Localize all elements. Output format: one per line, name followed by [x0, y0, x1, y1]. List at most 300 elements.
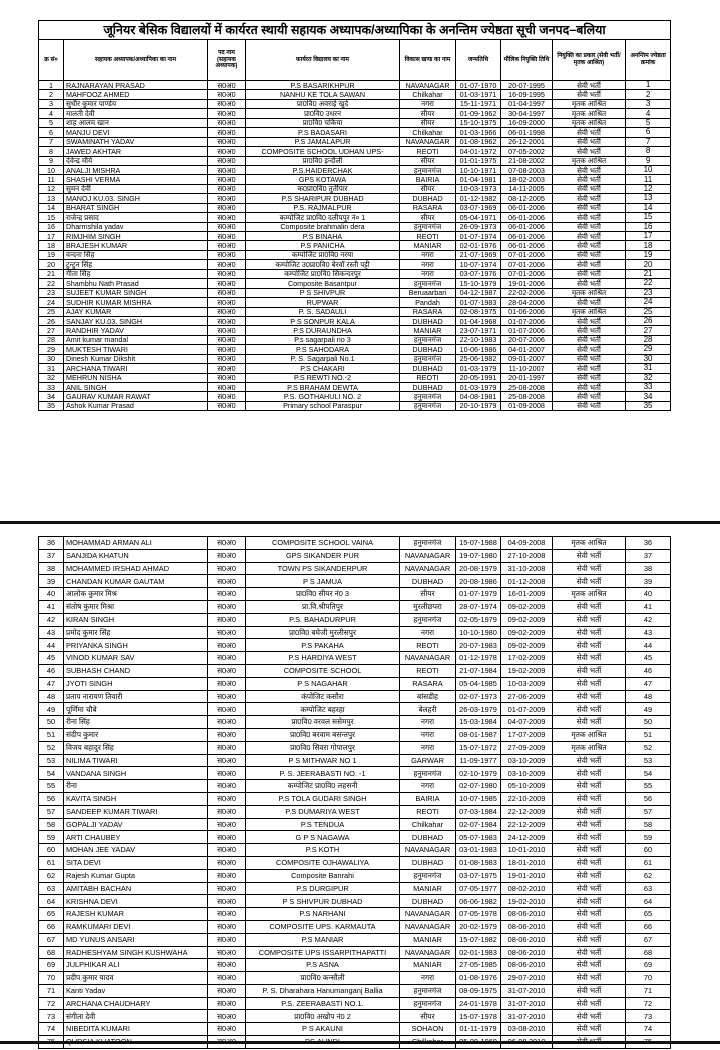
cell-doa: 19-01-2006 — [501, 279, 553, 288]
cell-rank: 61 — [626, 856, 671, 869]
cell-sn: 25 — [39, 307, 64, 316]
table-row — [39, 780, 671, 793]
cell-rank: 63 — [626, 882, 671, 895]
cell-dob: 06-06-1982 — [456, 895, 501, 908]
cell-block: RASARA — [400, 307, 456, 316]
cell-post: स0अ0 — [208, 728, 246, 741]
cell-doa: 18-02-2003 — [501, 175, 553, 184]
cell-dob: 02-08-1975 — [456, 307, 501, 316]
table-row — [39, 1010, 671, 1023]
cell-appointment-type: सेवी भर्ती — [553, 222, 626, 231]
cell-sn: 43 — [39, 626, 64, 639]
cell-sn: 37 — [39, 549, 64, 562]
cell-name: प्रताप नारायण तिवारी — [64, 690, 208, 703]
cell-doa: 04-07-2009 — [501, 716, 553, 729]
table-row — [39, 869, 671, 882]
cell-appointment-type: सेवी भर्ती — [553, 269, 626, 278]
header-block: विकास खण्ड का नाम — [400, 40, 456, 81]
cell-sn: 39 — [39, 575, 64, 588]
cell-post: स0अ0 — [208, 203, 246, 212]
cell-doa: 16-09-2000 — [501, 118, 553, 127]
table-row — [39, 345, 671, 354]
cell-dob: 19-07-1980 — [456, 549, 501, 562]
cell-rank: 58 — [626, 818, 671, 831]
cell-name: टुन्टुन सिंह — [64, 260, 208, 269]
cell-block: हनुमानगंज — [400, 984, 456, 997]
cell-school: कम्पोजिट प्रा0वि0 नरया — [246, 250, 400, 259]
cell-rank: 27 — [626, 326, 671, 335]
cell-rank: 53 — [626, 754, 671, 767]
cell-name: SANJIDA KHATUN — [64, 549, 208, 562]
cell-rank: 55 — [626, 780, 671, 793]
table-row — [39, 716, 671, 729]
cell-post: स0अ0 — [208, 690, 246, 703]
cell-rank: 5 — [626, 118, 671, 127]
cell-post: स0अ0 — [208, 156, 246, 165]
table-row — [39, 703, 671, 716]
cell-appointment-type: सेवी भर्ती — [553, 959, 626, 972]
cell-dob: 20-10-1979 — [456, 401, 501, 410]
cell-post: स0अ0 — [208, 269, 246, 278]
cell-doa: 20-07-1995 — [501, 81, 553, 90]
cell-school: P S SONPUR KALA — [246, 316, 400, 325]
cell-dob: 15-07-1982 — [456, 933, 501, 946]
cell-dob: 08-09-1975 — [456, 984, 501, 997]
cell-appointment-type: सेवी भर्ती — [553, 792, 626, 805]
cell-block: REOTI — [400, 373, 456, 382]
table-row — [39, 118, 671, 127]
cell-doa: 19-02-2010 — [501, 895, 553, 908]
cell-appointment-type: सेवी भर्ती — [553, 895, 626, 908]
cell-doa: 11-10-2007 — [501, 364, 553, 373]
cell-block: REOTI — [400, 232, 456, 241]
cell-post: स0अ0 — [208, 364, 246, 373]
cell-name: ANIL SINGH — [64, 383, 208, 392]
cell-school: P.S BASARIKHPUR — [246, 81, 400, 90]
table-row — [39, 288, 671, 297]
cell-rank: 29 — [626, 345, 671, 354]
cell-name: MANJU DEVI — [64, 128, 208, 137]
cell-name: SITA DEVI — [64, 856, 208, 869]
cell-school: P. S. JEERABASTI NO. -1 — [246, 767, 400, 780]
cell-rank: 56 — [626, 792, 671, 805]
cell-dob: 01-11-1979 — [456, 1023, 501, 1036]
cell-block: DUBHAD — [400, 383, 456, 392]
seniority-list-page-1 — [38, 20, 670, 411]
cell-doa: 31-10-2008 — [501, 562, 553, 575]
cell-sn: 30 — [39, 354, 64, 363]
cell-block: NAVANAGAR — [400, 549, 456, 562]
cell-appointment-type: सेवी भर्ती — [553, 316, 626, 325]
cell-school: Primary school Paraspur — [246, 401, 400, 410]
cell-name: KAVITA SINGH — [64, 792, 208, 805]
cell-doa: 25-08-2008 — [501, 383, 553, 392]
cell-dob: 23-07-1971 — [456, 326, 501, 335]
table-row — [39, 401, 671, 410]
cell-name: GAURAV KUMAR RAWAT — [64, 392, 208, 401]
cell-dob: 10-03-1973 — [456, 184, 501, 193]
cell-school: P S NAGAHAR — [246, 677, 400, 690]
cell-block: हनुमानगंज — [400, 401, 456, 410]
table-row — [39, 792, 671, 805]
cell-school: प्रा0वि0 चकिया — [246, 118, 400, 127]
cell-dob: 11-09-1977 — [456, 754, 501, 767]
table-row — [39, 882, 671, 895]
cell-post: स0अ0 — [208, 754, 246, 767]
cell-name: Dharmshila yadav — [64, 222, 208, 231]
cell-school: प्रा0वि0 वरवल ससेमपुर — [246, 716, 400, 729]
cell-sn: 60 — [39, 844, 64, 857]
cell-sn: 72 — [39, 997, 64, 1010]
cell-name: SUDHIR KUMAR MISHRA — [64, 298, 208, 307]
cell-appointment-type: सेवी भर्ती — [553, 677, 626, 690]
cell-school: P.S TOLA GUDARI SINGH — [246, 792, 400, 805]
cell-dob: 10-10-1980 — [456, 626, 501, 639]
cell-appointment-type: सेवी भर्ती — [553, 639, 626, 652]
cell-school: कम्पोजिट प्रा0वि0 सिकन्दरपुर — [246, 269, 400, 278]
cell-school: P.S DURAUNDHA — [246, 326, 400, 335]
cell-doa: 06-01-2006 — [501, 213, 553, 222]
cell-school: P.S. RAJMALPUR — [246, 203, 400, 212]
cell-appointment-type: सेवी भर्ती — [553, 326, 626, 335]
table-row — [39, 392, 671, 401]
cell-post: स0अ0 — [208, 920, 246, 933]
cell-name: JULPHIKAR ALI — [64, 959, 208, 972]
cell-sn: 54 — [39, 767, 64, 780]
table-row — [39, 335, 671, 344]
cell-doa: 08-06-2010 — [501, 908, 553, 921]
cell-school: P S JAMUA — [246, 575, 400, 588]
cell-dob: 01-12-1982 — [456, 194, 501, 203]
cell-sn: 24 — [39, 298, 64, 307]
cell-name: NILIMA TIWARI — [64, 754, 208, 767]
cell-post: स0अ0 — [208, 972, 246, 985]
cell-doa: 25-08-2008 — [501, 392, 553, 401]
cell-appointment-type: सेवी भर्ती — [553, 997, 626, 1010]
cell-school: COMPOSITE OJHAWALIYA — [246, 856, 400, 869]
cell-school: कंपोजिट कसौरा — [246, 690, 400, 703]
cell-school: P. S. Sagarpali No.1 — [246, 354, 400, 363]
cell-block: DUBHAD — [400, 856, 456, 869]
cell-appointment-type: मृतक आश्रित — [553, 99, 626, 108]
cell-doa: 06-01-2006 — [501, 241, 553, 250]
cell-appointment-type: सेवी भर्ती — [553, 562, 626, 575]
cell-block: Pandah — [400, 298, 456, 307]
cell-dob: 21-07-1984 — [456, 664, 501, 677]
cell-dob: 03-07-1976 — [456, 269, 501, 278]
cell-rank: 11 — [626, 175, 671, 184]
cell-rank: 4 — [626, 109, 671, 118]
cell-rank: 24 — [626, 298, 671, 307]
cell-appointment-type: सेवी भर्ती — [553, 805, 626, 818]
cell-doa: 04-09-2008 — [501, 537, 553, 550]
cell-rank: 69 — [626, 959, 671, 972]
cell-rank: 46 — [626, 664, 671, 677]
table-row — [39, 741, 671, 754]
cell-dob: 26-03-1979 — [456, 703, 501, 716]
cell-dob: 10-07-1974 — [456, 260, 501, 269]
cell-post: स0अ0 — [208, 626, 246, 639]
cell-block: हनुमानगंज — [400, 869, 456, 882]
cell-sn: 38 — [39, 562, 64, 575]
cell-appointment-type: सेवी भर्ती — [553, 165, 626, 174]
cell-dob: 03-07-1975 — [456, 869, 501, 882]
cell-dob: 02-01-1983 — [456, 946, 501, 959]
cell-block: REOTI — [400, 639, 456, 652]
cell-appointment-type: सेवी भर्ती — [553, 984, 626, 997]
cell-block: नगरा — [400, 626, 456, 639]
cell-rank: 49 — [626, 703, 671, 716]
cell-rank: 31 — [626, 364, 671, 373]
cell-school: P.S. BAHADURPUR — [246, 613, 400, 626]
cell-school: P S MITHWAR NO 1 — [246, 754, 400, 767]
cell-school: P.S BADASARI — [246, 128, 400, 137]
cell-school: प्रा0वि0 अवराई खुर्द — [246, 99, 400, 108]
cell-block: DUBHAD — [400, 194, 456, 203]
cell-dob: 15-10-1975 — [456, 118, 501, 127]
cell-name: ARCHANA TIWARI — [64, 364, 208, 373]
cell-appointment-type: मृतक आश्रित — [553, 109, 626, 118]
cell-post: स0अ0 — [208, 279, 246, 288]
cell-rank: 21 — [626, 269, 671, 278]
cell-block: नगरा — [400, 250, 456, 259]
cell-post: स0अ0 — [208, 1010, 246, 1023]
cell-rank: 54 — [626, 767, 671, 780]
cell-block: Beruaarbari — [400, 288, 456, 297]
cell-sn: 31 — [39, 364, 64, 373]
cell-sn: 6 — [39, 128, 64, 137]
cell-name: MEHRUN NISHA — [64, 373, 208, 382]
cell-appointment-type: सेवी भर्ती — [553, 298, 626, 307]
cell-appointment-type: सेवी भर्ती — [553, 844, 626, 857]
cell-appointment-type: सेवी भर्ती — [553, 716, 626, 729]
table-row — [39, 250, 671, 259]
cell-sn: 16 — [39, 222, 64, 231]
cell-school: Composite Basantpur — [246, 279, 400, 288]
cell-sn: 58 — [39, 818, 64, 831]
cell-rank: 1 — [626, 81, 671, 90]
table-row — [39, 600, 671, 613]
cell-sn: 56 — [39, 792, 64, 805]
cell-doa: 16-01-2009 — [501, 588, 553, 601]
cell-post: स0अ0 — [208, 908, 246, 921]
cell-doa: 17-02-2009 — [501, 652, 553, 665]
cell-appointment-type: सेवी भर्ती — [553, 908, 626, 921]
cell-appointment-type: सेवी भर्ती — [553, 754, 626, 767]
cell-rank: 35 — [626, 401, 671, 410]
cell-rank: 42 — [626, 613, 671, 626]
cell-sn: 53 — [39, 754, 64, 767]
cell-name: KRISHNA DEVI — [64, 895, 208, 908]
cell-name: RADHESHYAM SINGH KUSHWAHA — [64, 946, 208, 959]
cell-name: SUBHASH CHAND — [64, 664, 208, 677]
table-row — [39, 664, 671, 677]
cell-dob: 01-04-1981 — [456, 175, 501, 184]
cell-rank: 16 — [626, 222, 671, 231]
cell-sn: 12 — [39, 184, 64, 193]
cell-post: स0अ0 — [208, 664, 246, 677]
cell-doa: 14-11-2005 — [501, 184, 553, 193]
cell-appointment-type: सेवी भर्ती — [553, 600, 626, 613]
cell-dob: 05-04-1985 — [456, 677, 501, 690]
cell-school: P.S SAHODARA — [246, 345, 400, 354]
cell-dob: 26-09-1973 — [456, 222, 501, 231]
cell-appointment-type: सेवी भर्ती — [553, 232, 626, 241]
cell-post: स0अ0 — [208, 298, 246, 307]
cell-school: P.S. GOTHAHULI NO. 2 — [246, 392, 400, 401]
table-row — [39, 175, 671, 184]
cell-block: RASARA — [400, 203, 456, 212]
cell-dob: 01-03-1979 — [456, 364, 501, 373]
cell-appointment-type: सेवी भर्ती — [553, 549, 626, 562]
cell-post: स0अ0 — [208, 307, 246, 316]
cell-appointment-type: सेवी भर्ती — [553, 690, 626, 703]
cell-block: Chilkahar — [400, 818, 456, 831]
cell-doa: 19-01-2010 — [501, 869, 553, 882]
cell-doa: 30-04-1997 — [501, 109, 553, 118]
cell-school: P.S DUMARIYA WEST — [246, 805, 400, 818]
cell-block: हनुमानगंज — [400, 613, 456, 626]
cell-rank: 13 — [626, 194, 671, 203]
cell-doa: 07-01-2006 — [501, 269, 553, 278]
cell-school: प्रा0वि0 इन्दौली — [246, 156, 400, 165]
cell-appointment-type: मृतक आश्रित — [553, 741, 626, 754]
cell-post: स0अ0 — [208, 997, 246, 1010]
cell-name: JYOTI SINGH — [64, 677, 208, 690]
cell-dob: 10-07-1985 — [456, 792, 501, 805]
cell-name: Rajesh Kumar Gupta — [64, 869, 208, 882]
cell-block: MANIAR — [400, 241, 456, 250]
cell-name: आलोक कुमार मिश्र — [64, 588, 208, 601]
cell-rank: 32 — [626, 373, 671, 382]
seniority-table-2 — [38, 536, 671, 1049]
cell-dob: 03-01-1983 — [456, 844, 501, 857]
cell-rank: 28 — [626, 335, 671, 344]
table-row — [39, 690, 671, 703]
cell-block: DUBHAD — [400, 831, 456, 844]
cell-doa: 21-08-2002 — [501, 156, 553, 165]
cell-name: MOHAN JEE YADAV — [64, 844, 208, 857]
cell-post: स0अ0 — [208, 869, 246, 882]
table-row — [39, 562, 671, 575]
cell-appointment-type: सेवी भर्ती — [553, 335, 626, 344]
cell-sn: 68 — [39, 946, 64, 959]
cell-doa: 01-09-2008 — [501, 401, 553, 410]
cell-sn: 69 — [39, 959, 64, 972]
cell-doa: 22-10-2009 — [501, 792, 553, 805]
cell-sn: 10 — [39, 165, 64, 174]
table-row — [39, 241, 671, 250]
cell-dob: 15-07-1988 — [456, 537, 501, 550]
cell-doa: 17-07-2009 — [501, 728, 553, 741]
cell-name: GOPALJI YADAV — [64, 818, 208, 831]
cell-doa: 19-02-2009 — [501, 664, 553, 677]
cell-post: स0अ0 — [208, 250, 246, 259]
cell-dob: 01-01-1975 — [456, 156, 501, 165]
cell-post: स0अ0 — [208, 288, 246, 297]
cell-block: MANIAR — [400, 959, 456, 972]
cell-block: हनुमानगंज — [400, 335, 456, 344]
cell-school: प्रा.वि.श्रीपतिपुर — [246, 600, 400, 613]
table-row — [39, 537, 671, 550]
cell-appointment-type: सेवी भर्ती — [553, 626, 626, 639]
cell-sn: 49 — [39, 703, 64, 716]
cell-dob: 01-12-1978 — [456, 652, 501, 665]
cell-school: Composite Banrahi — [246, 869, 400, 882]
cell-dob: 10-06-1986 — [456, 345, 501, 354]
table-row — [39, 147, 671, 156]
cell-block: BAIRIA — [400, 175, 456, 184]
cell-post: स0अ0 — [208, 792, 246, 805]
cell-post: स0अ0 — [208, 354, 246, 363]
cell-block: नगरा — [400, 716, 456, 729]
cell-sn: 35 — [39, 401, 64, 410]
cell-school: GPS KOTAWA — [246, 175, 400, 184]
table-row — [39, 213, 671, 222]
cell-appointment-type: सेवी भर्ती — [553, 128, 626, 137]
cell-rank: 23 — [626, 288, 671, 297]
cell-sn: 4 — [39, 109, 64, 118]
cell-block: NAVANAGAR — [400, 81, 456, 90]
cell-block: RASARA — [400, 677, 456, 690]
cell-sn: 5 — [39, 118, 64, 127]
cell-sn: 26 — [39, 316, 64, 325]
cell-dob: 02-07-1973 — [456, 690, 501, 703]
cell-doa: 22-12-2009 — [501, 805, 553, 818]
cell-post: स0अ0 — [208, 652, 246, 665]
cell-school: P.S BINAHA — [246, 232, 400, 241]
cell-rank: 19 — [626, 250, 671, 259]
cell-rank: 25 — [626, 307, 671, 316]
cell-dob: 24-01-1978 — [456, 997, 501, 1010]
cell-school: कम्पोजिट प्रा0वि0 लहसनी — [246, 780, 400, 793]
cell-name: प्रमोद कुमार सिंह — [64, 626, 208, 639]
header-appointment-type: नियुक्ति का प्रकार (सेवी भर्ती/मृतक आश्रित) — [553, 40, 626, 81]
cell-post: स0अ0 — [208, 241, 246, 250]
cell-block: सीयर — [400, 1010, 456, 1023]
cell-block: REOTI — [400, 805, 456, 818]
cell-name: शाह आलम खान — [64, 118, 208, 127]
cell-doa: 01-06-2006 — [501, 307, 553, 316]
cell-sn: 27 — [39, 326, 64, 335]
cell-post: स0अ0 — [208, 260, 246, 269]
cell-block: सीयर — [400, 109, 456, 118]
cell-appointment-type: सेवी भर्ती — [553, 383, 626, 392]
cell-dob: 20-08-1979 — [456, 562, 501, 575]
cell-name: वन्दना सिंह — [64, 250, 208, 259]
cell-sn: 59 — [39, 831, 64, 844]
seniority-table-1 — [38, 20, 671, 411]
header-doa: मौलिक नियुक्ति तिथि — [501, 40, 553, 81]
cell-appointment-type: मृतक आश्रित — [553, 728, 626, 741]
cell-rank: 20 — [626, 260, 671, 269]
cell-rank: 66 — [626, 920, 671, 933]
cell-sn: 73 — [39, 1010, 64, 1023]
cell-post: स0अ0 — [208, 165, 246, 174]
cell-block: NAVANAGAR — [400, 137, 456, 146]
cell-dob: 07-05-1978 — [456, 908, 501, 921]
cell-name: ANALJI MISHRA — [64, 165, 208, 174]
table-row — [39, 90, 671, 99]
cell-block: बांसडीह — [400, 690, 456, 703]
cell-sn: 34 — [39, 392, 64, 401]
cell-doa: 08-06-2010 — [501, 959, 553, 972]
cell-name: Dinesh Kumar Dikshit — [64, 354, 208, 363]
cell-post: स0अ0 — [208, 959, 246, 972]
cell-appointment-type: सेवी भर्ती — [553, 364, 626, 373]
table-row — [39, 575, 671, 588]
header-school: कार्यरत विद्यालय का नाम — [246, 40, 400, 81]
